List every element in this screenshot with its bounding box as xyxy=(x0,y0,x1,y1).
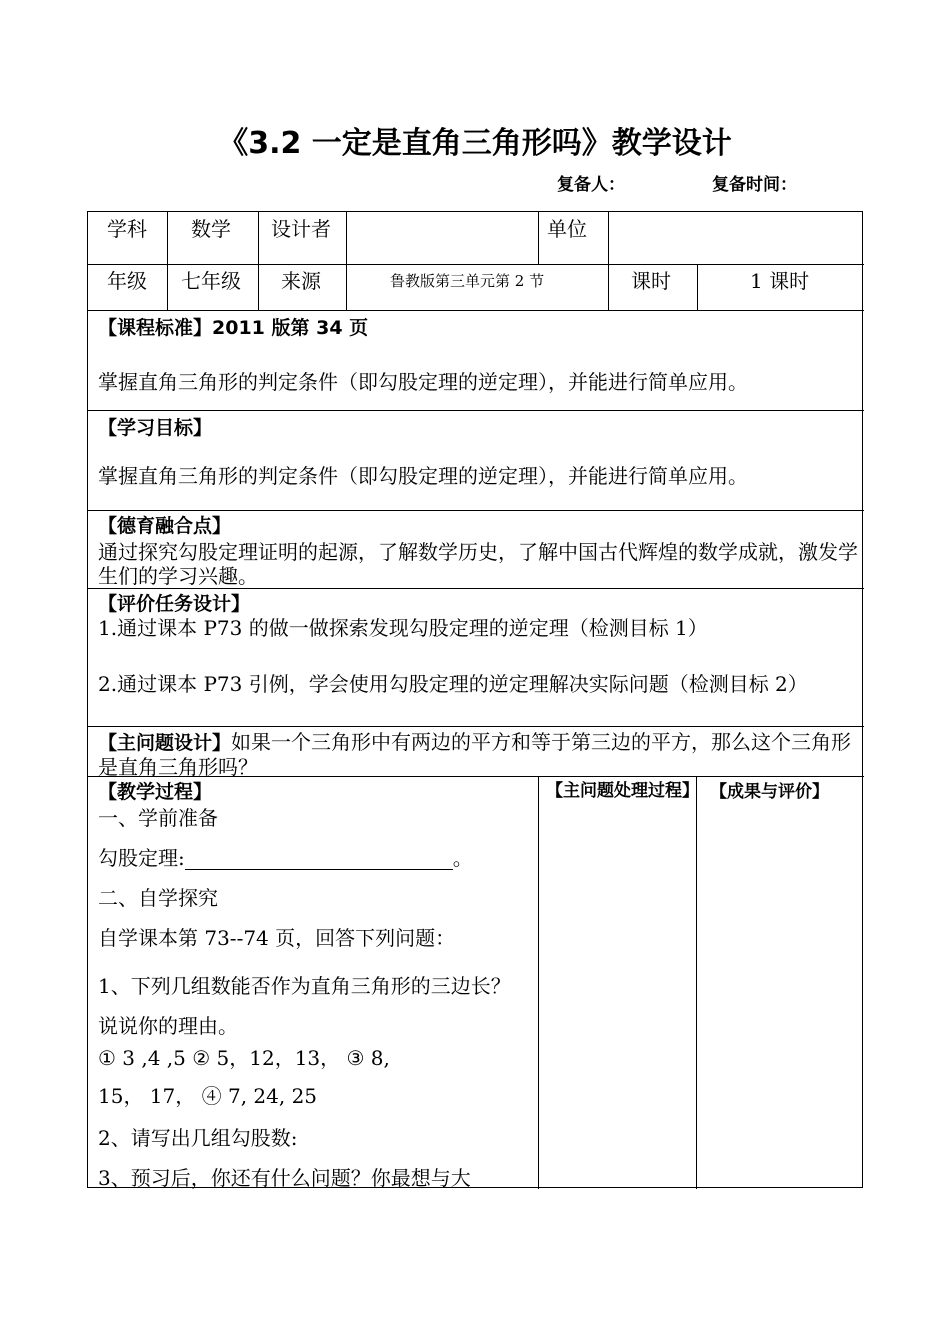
evaluation-heading: 【评价任务设计】 xyxy=(98,593,251,615)
prep-title: 一、学前准备 xyxy=(98,806,218,830)
unit-label: 单位 xyxy=(547,217,587,241)
question-3: 3、预习后，你还有什么问题？你最想与大 xyxy=(98,1166,471,1190)
subject-value: 数学 xyxy=(191,217,231,241)
process-col2-heading: 【主问题处理过程】 xyxy=(546,781,699,801)
preparer-label: 复备人： xyxy=(557,175,625,195)
grade-value: 七年级 xyxy=(181,269,241,293)
main-question-text: 如果一个三角形中有两边的平方和等于第三边的平方，那么这个三角形是直角三角形吗？ xyxy=(98,730,852,779)
source-value: 鲁教版第三单元第 2 节 xyxy=(390,272,545,290)
self-study-instruction: 自学课本第 73--74 页，回答下列问题： xyxy=(98,926,456,950)
period-value: 1 课时 xyxy=(750,269,810,293)
subject-label: 学科 xyxy=(107,217,147,241)
document-title: 《3.2 一定是直角三角形吗》教学设计 xyxy=(218,126,732,161)
designer-label: 设计者 xyxy=(271,217,331,241)
evaluation-item-2: 2.通过课本 P73 引例，学会使用勾股定理的逆定理解决实际问题（检测目标 2） xyxy=(98,672,808,696)
standard-text: 掌握直角三角形的判定条件（即勾股定理的逆定理），并能进行简单应用。 xyxy=(98,370,748,394)
main-question xyxy=(98,730,858,779)
pythagoras-blank[interactable] xyxy=(185,849,453,870)
standard-heading: 【课程标准】2011 版第 34 页 xyxy=(98,317,369,339)
pythagoras-label: 勾股定理: xyxy=(98,846,185,870)
self-study-title: 二、自学探究 xyxy=(98,886,218,910)
moral-text: 通过探究勾股定理证明的起源，了解数学历史，了解中国古代辉煌的数学成就，激发学生们的学习兴趣。 xyxy=(98,540,858,588)
process-heading: 【教学过程】 xyxy=(98,781,213,803)
question-1: 1、下列几组数能否作为直角三角形的三边长？说说你的理由。 xyxy=(98,974,511,1038)
process-col3-heading: 【成果与评价】 xyxy=(710,782,829,802)
options-line-1: ① 3 ,4 ,5 ② 5，12，13， ③ 8, xyxy=(98,1046,390,1070)
period-label: 课时 xyxy=(631,269,671,293)
options-line-2: 15， 17， ④ 7, 24, 25 xyxy=(98,1084,318,1108)
pythagoras-line xyxy=(98,846,473,870)
grade-label: 年级 xyxy=(107,269,147,293)
pythagoras-end: 。 xyxy=(452,846,473,870)
prep-time-label: 复备时间： xyxy=(712,175,797,195)
moral-heading: 【德育融合点】 xyxy=(98,515,232,537)
main-question-heading: 【主问题设计】 xyxy=(98,732,232,754)
objective-heading: 【学习目标】 xyxy=(98,417,213,439)
lesson-plan-table xyxy=(87,211,863,1188)
objective-text: 掌握直角三角形的判定条件（即勾股定理的逆定理），并能进行简单应用。 xyxy=(98,464,748,488)
evaluation-item-1: 1.通过课本 P73 的做一做探索发现勾股定理的逆定理（检测目标 1） xyxy=(98,616,708,640)
source-label: 来源 xyxy=(281,269,321,293)
question-2: 2、请写出几组勾股数: xyxy=(98,1126,298,1150)
